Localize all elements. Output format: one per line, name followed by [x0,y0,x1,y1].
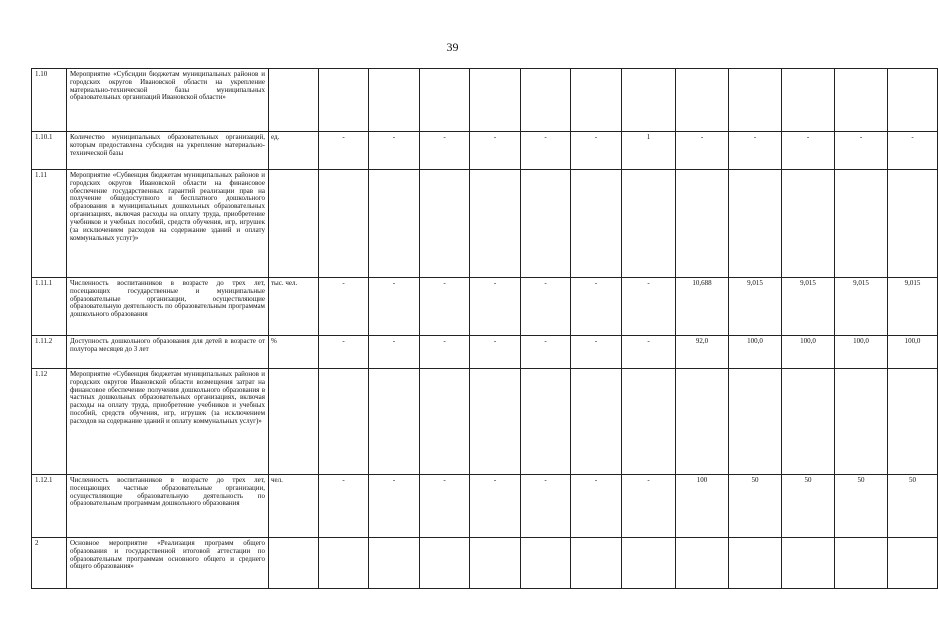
value-cell [782,69,835,132]
value-cell: - [622,336,676,369]
row-number-cell: 1.11.1 [32,278,67,336]
value-cell [622,538,676,589]
value-cell [729,69,782,132]
value-cell: 1 [622,132,676,170]
row-description-cell: Мероприятие «Субвенция бюджетам муниципальных районов и городских округов Ивановской области на финансовое обеспечение государственных гарантий реализации прав на получение общедоступного и бесплатного дошкольного образования в муниципальных дошкольных образовательных организациях, включая расходы на оплату труда, приобретение учебников и учебных пособий, средств обучения, игр, игрушек (за исключением расходов на содержание зданий и оплату коммунальных услуг)» [67,170,269,278]
value-cell: - [835,132,888,170]
value-cell [782,369,835,475]
value-cell: - [319,278,369,336]
row-unit-cell: чел. [269,475,319,538]
value-cell [470,369,521,475]
row-number-cell: 1.10.1 [32,132,67,170]
value-cell: - [369,336,420,369]
value-cell: - [319,336,369,369]
row-unit-cell: % [269,336,319,369]
value-cell [470,69,521,132]
row-description-cell: Численность воспитанников в возрасте до трех лет, посещающих государственные и муниципальные образовательные организации, осуществляющие образовательную деятельность по образовательным программам дошкольного образования [67,278,269,336]
row-description-cell: Основное мероприятие «Реализация программ общего образования и государственной итоговой аттестации по образовательным программам основного общего и среднего общего образования» [67,538,269,589]
value-cell: 9,015 [888,278,938,336]
value-cell: - [622,475,676,538]
value-cell: - [319,475,369,538]
value-cell [676,69,729,132]
value-cell [571,69,622,132]
value-cell: 100 [676,475,729,538]
value-cell: - [369,475,420,538]
value-cell: - [521,278,571,336]
value-cell [835,170,888,278]
value-cell: - [369,278,420,336]
value-cell [782,170,835,278]
row-description-cell: Количество муниципальных образовательных организаций, которым предоставлена субсидия на укрепление материально-технической базы [67,132,269,170]
value-cell: 9,015 [729,278,782,336]
value-cell [369,369,420,475]
value-cell [622,69,676,132]
value-cell [319,69,369,132]
value-cell: - [729,132,782,170]
value-cell [571,538,622,589]
value-cell: - [420,278,470,336]
value-cell: 10,688 [676,278,729,336]
value-cell [835,69,888,132]
value-cell: - [676,132,729,170]
row-number-cell: 1.11.2 [32,336,67,369]
value-cell [420,170,470,278]
value-cell [729,170,782,278]
value-cell [420,369,470,475]
table-row [32,132,938,170]
indicators-table [31,68,938,589]
value-cell [835,538,888,589]
value-cell [676,538,729,589]
value-cell [888,369,938,475]
row-unit-cell [269,369,319,475]
row-number-cell: 1.11 [32,170,67,278]
value-cell: 50 [888,475,938,538]
row-number-cell: 2 [32,538,67,589]
value-cell: - [521,475,571,538]
row-unit-cell [269,69,319,132]
value-cell [729,538,782,589]
row-number-cell: 1.12 [32,369,67,475]
row-description-cell: Мероприятие «Субвенция бюджетам муниципальных районов и городских округов Ивановской области возмещения затрат на финансовое обеспечение получения дошкольного образования в частных дошкольных образовательных организациях, включая расходы на оплату труда, приобретение учебников и учебных пособий, средств обучения, игр, игрушек (за исключением расходов на содержание зданий и оплату коммунальных услуг)» [67,369,269,475]
row-unit-cell: ед. [269,132,319,170]
value-cell [521,170,571,278]
value-cell [319,170,369,278]
value-cell [521,538,571,589]
value-cell: - [782,132,835,170]
table-row [32,369,938,475]
page-number: 39 [446,40,459,54]
value-cell: - [470,336,521,369]
table-row [32,336,938,369]
value-cell: 50 [782,475,835,538]
value-cell [420,69,470,132]
value-cell: 9,015 [782,278,835,336]
row-unit-cell [269,538,319,589]
value-cell: 100,0 [835,336,888,369]
value-cell: 92,0 [676,336,729,369]
value-cell: - [470,132,521,170]
value-cell [782,538,835,589]
value-cell [571,170,622,278]
value-cell [470,170,521,278]
value-cell [369,538,420,589]
value-cell: - [420,475,470,538]
row-number-cell: 1.10 [32,69,67,132]
value-cell [676,170,729,278]
value-cell: - [571,336,622,369]
value-cell [888,170,938,278]
value-cell [729,369,782,475]
value-cell: - [622,278,676,336]
value-cell: - [521,132,571,170]
table-row [32,538,938,589]
value-cell: 100,0 [888,336,938,369]
table-row [32,475,938,538]
value-cell [835,369,888,475]
value-cell: - [420,132,470,170]
value-cell [470,538,521,589]
value-cell: 100,0 [729,336,782,369]
table-row [32,69,938,132]
value-cell [888,538,938,589]
value-cell [521,69,571,132]
value-cell: - [369,132,420,170]
table-row [32,170,938,278]
row-description-cell: Мероприятие «Субсидии бюджетам муниципальных районов и городских округов Ивановской области на укрепление материально-технической базы муниципальных образовательных организаций Ивановской области» [67,69,269,132]
value-cell [319,369,369,475]
row-description-cell: Доступность дошкольного образования для детей в возрасте от полутора месяцев до 3 лет [67,336,269,369]
row-number-cell: 1.12.1 [32,475,67,538]
value-cell [420,538,470,589]
table-row [32,278,938,336]
value-cell: - [521,336,571,369]
value-cell: - [571,132,622,170]
row-description-cell: Численность воспитанников в возрасте до трех лет, посещающих частные образовательные организации, осуществляющие образовательную деятельность по образовательным программам дошкольного образования [67,475,269,538]
value-cell: - [571,278,622,336]
value-cell [676,369,729,475]
value-cell: - [888,132,938,170]
value-cell: - [470,475,521,538]
value-cell [622,170,676,278]
value-cell [369,170,420,278]
value-cell [888,69,938,132]
value-cell [369,69,420,132]
value-cell [622,369,676,475]
value-cell: - [571,475,622,538]
row-unit-cell: тыс. чел. [269,278,319,336]
value-cell [571,369,622,475]
value-cell [521,369,571,475]
value-cell: 50 [729,475,782,538]
value-cell: - [420,336,470,369]
value-cell: 50 [835,475,888,538]
value-cell: - [470,278,521,336]
value-cell: 9,015 [835,278,888,336]
value-cell: - [319,132,369,170]
value-cell [319,538,369,589]
value-cell: 100,0 [782,336,835,369]
row-unit-cell [269,170,319,278]
